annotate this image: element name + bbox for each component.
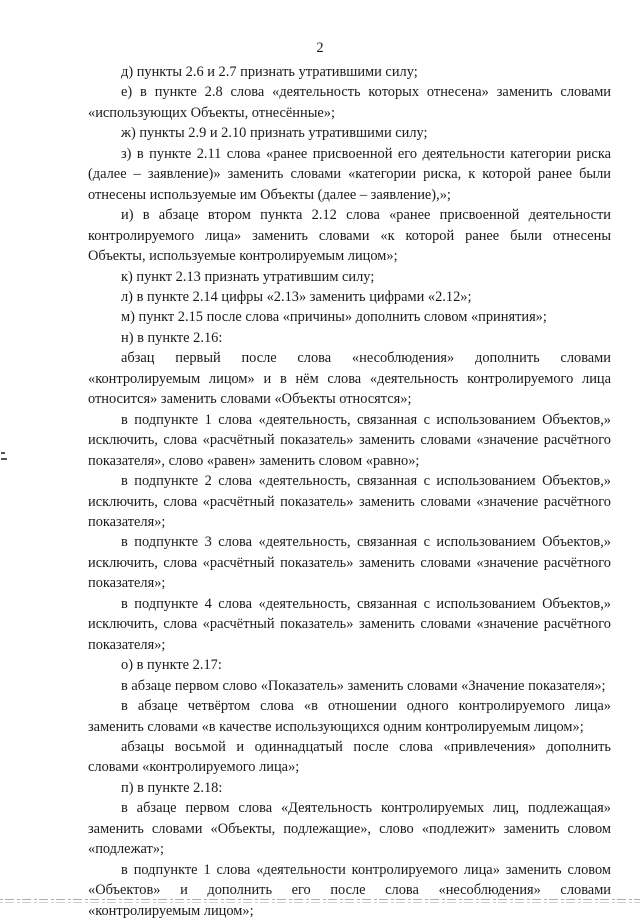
paragraph-m: м) пункт 2.15 после слова «причины» дополнить словом «принятия»; — [121, 309, 547, 326]
scan-bottom-edge — [0, 899, 640, 900]
paragraph-o-abzac-1: в абзаце первом слово «Показатель» заменить словами «Значение показателя»; — [121, 677, 606, 694]
paragraph-z: з) в пункте 2.11 слова «ранее присвоенной его деятельности категории риска (далее – заявление)» заменить словами «категории риска, к которой ранее были отнесены используемые им Объекты (далее – заявление),»; — [88, 145, 611, 203]
paragraph-n-subitem-1: в подпункте 1 слова «деятельность, связанная с использованием Объектов,» исключить, слова «расчётный показатель» заменить словами «значение расчётного показателя», слово «равен» заменить словом «равно»; — [88, 411, 611, 469]
paragraph-o: о) в пункте 2.17: — [121, 657, 222, 674]
document-body — [88, 62, 611, 921]
page-number: 2 — [316, 40, 324, 56]
paragraph-d: д) пункты 2.6 и 2.7 признать утратившими силу; — [121, 64, 418, 80]
paragraph-p: п) в пункте 2.18: — [121, 779, 223, 796]
paragraph-p-subitem-1: в подпункте 1 слова «деятельности контролируемого лица» заменить словом «Объектов» и дополнить его после слова «несоблюдения» словами «контролируемым лицом»; — [88, 861, 611, 919]
scan-artifact — [1, 452, 5, 454]
paragraph-n-subitem-3: в подпункте 3 слова «деятельность, связанная с использованием Объектов,» исключить, слова «расчётный показатель» заменить словами «значение расчётного показателя»; — [88, 534, 611, 592]
paragraph-l: л) в пункте 2.14 цифры «2.13» заменить цифрами «2.12»; — [121, 288, 472, 305]
paragraph-e: е) в пункте 2.8 слова «деятельность которых отнесена» заменить словами «использующих Объекты, отнесённые»; — [88, 84, 611, 121]
scan-artifact — [1, 458, 7, 460]
paragraph-o-abzac-8-11: абзацы восьмой и одиннадцатый после слова «привлечения» дополнить словами «контролируемого лица»; — [88, 738, 611, 776]
paragraph-i: и) в абзаце втором пункта 2.12 слова «ранее присвоенной деятельности контролируемого лица» заменить словами «к которой ранее были отнесены Объекты, используемые контролируемым лицом»; — [88, 207, 611, 265]
paragraph-p-abzac-1: в абзаце первом слова «Деятельность контролируемых лиц, подлежащая» заменить словами «Объекты, подлежащие», слово «подлежит» заменить словом «подлежат»; — [88, 800, 611, 858]
paragraph-n-abzac-1: абзац первый после слова «несоблюдения» дополнить словами «контролируемым лицом» и в нём слова «деятельность контролируемого лица относится» заменить словами «Объекты относятся»; — [88, 350, 611, 408]
paragraph-n-subitem-4: в подпункте 4 слова «деятельность, связанная с использованием Объектов,» исключить, слова «расчётный показатель» заменить словами «значение расчётного показателя»; — [88, 595, 611, 653]
paragraph-k: к) пункт 2.13 признать утратившим силу; — [121, 268, 375, 285]
paragraph-o-abzac-4: в абзаце четвёртом слова «в отношении одного контролируемого лица» заменить словами «в качестве использующихся одним контролируемым лицом»; — [88, 698, 611, 735]
paragraph-zh: ж) пункты 2.9 и 2.10 признать утратившими силу; — [121, 125, 428, 142]
paragraph-n: н) в пункте 2.16: — [121, 329, 223, 346]
scan-bottom-edge — [0, 902, 640, 903]
paragraph-n-subitem-2: в подпункте 2 слова «деятельность, связанная с использованием Объектов,» исключить, слова «расчётный показатель» заменить словами «значение расчётного показателя»; — [88, 473, 611, 530]
